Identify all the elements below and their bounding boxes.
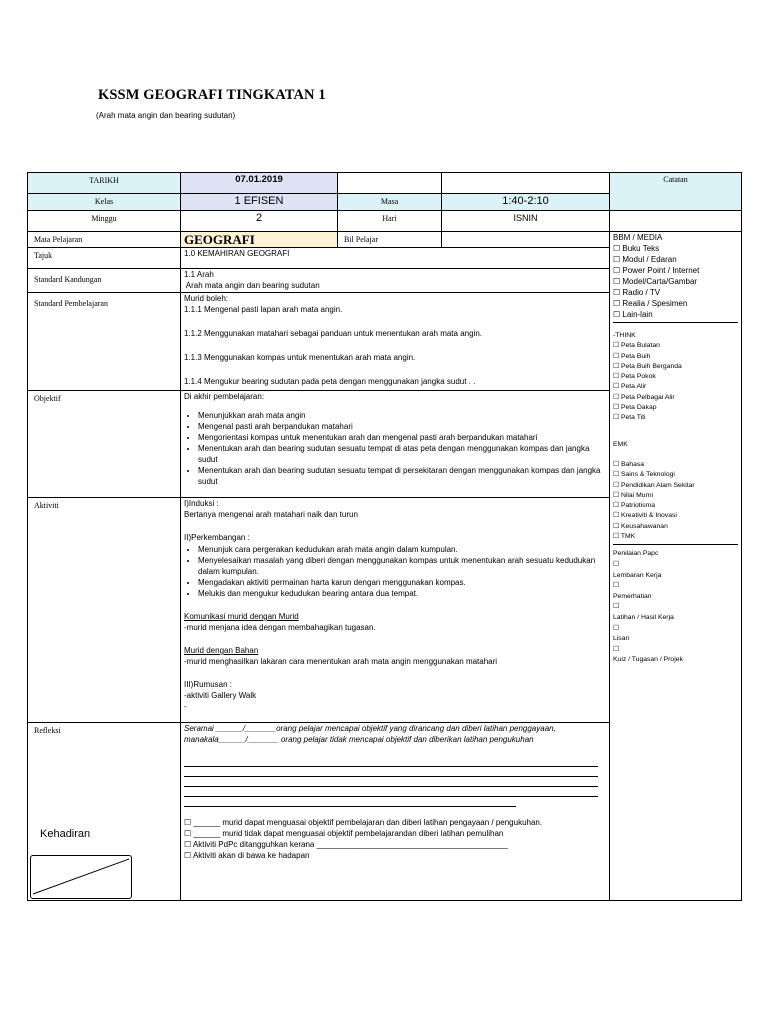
bbm-item: ☐ Model/Carta/Gambar — [613, 277, 698, 286]
emk-title: EMK — [613, 440, 628, 448]
hari-value: ISNIN — [442, 211, 610, 232]
perkembangan-list — [184, 544, 606, 599]
tarikh-label: TARIKH — [28, 173, 181, 194]
rumusan-title: III)Rumusan : — [184, 680, 233, 689]
tajuk-label: Tajuk — [28, 248, 181, 269]
objektif-item: • Mengorientasi kompas untuk menentukan arah dan mengenal pasti arah berpandukan matahari — [198, 432, 606, 443]
perkembangan-title: II)Perkembangan : — [184, 533, 250, 542]
kehadiran-label: Kehadiran — [40, 828, 91, 840]
think-item: ☐ Peta Buih — [613, 352, 651, 360]
kelas-label: Kelas — [28, 194, 181, 211]
emk-item: ☐ Keusahawanan — [613, 522, 668, 530]
standard-kandungan-label: Standard Kandungan — [28, 269, 181, 293]
komunikasi-title: Komunikasi murid dengan Murid — [184, 612, 299, 621]
emk-item: ☐ Sains & Teknologi — [613, 471, 675, 479]
emk-section — [613, 440, 738, 543]
sp-line: 1.1.1 Mengenal pasti lapan arah mata angin. — [184, 305, 343, 314]
rumusan-text: -aktiviti Gallery Walk — [184, 691, 257, 700]
document-title: KSSM GEOGRAFI TINGKATAN 1 — [98, 87, 326, 103]
objektif-label: Objektif — [28, 391, 181, 498]
perkembangan-item: • Menyelesaikan masalah yang diberi dengan menggunakan kompas untuk menentukan arah sesuatu kedudukan dalam kumpulan. — [198, 555, 606, 577]
bahan-text: -murid menghasilkan lakaran cara menentukan arah mata angin menggunakan matahari — [184, 657, 498, 666]
penilaian-item: ☐ — [613, 603, 620, 611]
objektif-value — [181, 391, 610, 498]
penilaian-section — [613, 549, 738, 666]
hari-label: Hari — [338, 211, 442, 232]
refleksi-check: ☐ ______ murid dapat menguasai objektif pembelajaran dan diberi latihan pengayaan / pengukuhan. — [184, 818, 543, 827]
think-item: ☐ Peta Pokok — [613, 373, 656, 381]
minggu-label: Minggu — [28, 211, 181, 232]
penilaian-item: Lembaran Kerja — [613, 571, 662, 579]
penilaian-item: Latihan / Hasil Kerja — [613, 613, 674, 621]
refleksi-check: ☐ Aktiviti PdPc ditangguhkan kerana ___________________________________________ — [184, 840, 508, 849]
bil-pelajar-value — [442, 232, 610, 248]
bil-pelajar-label: Bil Pelajar — [338, 232, 442, 248]
think-item: ☐ Peta Bulatan — [613, 342, 660, 350]
penilaian-item: ☐ — [613, 560, 620, 568]
refleksi-text: Seramai ______/_______orang pelajar mencapai objektif yang dirancang dan diberi latihan penggayaan, manakala______/_______ orang pelajar tidak mencapai objektif dan diberikan latihan pengukuhan — [184, 724, 556, 744]
catatan-blank — [610, 211, 742, 232]
refleksi-value — [181, 723, 610, 901]
tajuk-value: 1.0 KEMAHIRAN GEOGRAFI — [181, 248, 610, 269]
penilaian-item: ☐ — [613, 624, 620, 632]
refleksi-blank-line — [184, 767, 598, 777]
perkembangan-item: • Menunjuk cara pergerakan kedudukan arah mata angin dalam kumpulan. — [198, 544, 606, 555]
bbm-item: ☐ Realia / Spesimen — [613, 299, 688, 308]
lesson-plan-table — [27, 172, 742, 901]
penilaian-item: Kuiz / Tugasan / Projek — [613, 656, 683, 664]
masa-value: 1:40-2:10 — [442, 194, 610, 211]
standard-pembelajaran-value — [181, 293, 610, 391]
komunikasi-text: -murid menjana idea dengan membahagikan tugasan. — [184, 623, 376, 632]
refleksi-blank-line — [184, 787, 598, 797]
sp-line: 1.1.3 Menggunakan kompas untuk menentukan arah mata angin. — [184, 353, 416, 362]
aktiviti-value — [181, 498, 610, 723]
perkembangan-item: • Melukis dan mengukur kedudukan bearing antara dua tempat. — [198, 588, 606, 599]
think-item: ☐ Peta Alir — [613, 383, 647, 391]
induksi-title: I)Induksi : — [184, 499, 219, 508]
sp-line: 1.1.2 Menggunakan matahari sebagai panduan untuk menentukan arah mata angin. — [184, 329, 482, 338]
refleksi-check: ☐ Aktiviti akan di bawa ke hadapan — [184, 851, 310, 860]
bbm-item: ☐ Buku Teks — [613, 244, 660, 253]
catatan-panel — [610, 232, 742, 901]
minggu-value: 2 — [181, 211, 338, 232]
penilaian-title: Penilaian Papc — [613, 550, 659, 558]
emk-item: ☐ Kreativiti & Inovasi — [613, 512, 677, 520]
think-item: ☐ Peta Titi — [613, 414, 646, 422]
standard-kandungan-line: Arah mata angin dan bearing sudutan — [184, 281, 320, 290]
emk-item: ☐ Nilai Murni — [613, 491, 654, 499]
penilaian-item: ☐ — [613, 582, 620, 590]
bbm-title: BBM / MEDIA — [613, 233, 663, 242]
document-subtitle: (Arah mata angin dan bearing sudutan) — [96, 111, 236, 120]
emk-item: ☐ Patriotisma — [613, 502, 655, 510]
think-item: ☐ Peta Buih Berganda — [613, 362, 682, 370]
refleksi-label: Refleksi — [28, 723, 181, 901]
think-title: -THINK — [613, 332, 636, 339]
masa-label: Masa — [338, 194, 442, 211]
bahan-title: Murid dengan Bahan — [184, 646, 259, 655]
catatan-divider — [613, 544, 738, 545]
objektif-item: • Menentukan arah dan bearing sudutan sesuatu tempat di persekitaran dengan menggunakan kompas dan jangka sudut — [198, 465, 606, 487]
objektif-item: • Mengenal pasti arah berpandukan matahari — [198, 421, 606, 432]
think-section — [613, 331, 738, 424]
sp-line: 1.1.4 Mengukur bearing sudutan pada peta dengan menggunakan jangka sudut . . — [184, 377, 476, 386]
standard-pembelajaran-label: Standard Pembelajaran — [28, 293, 181, 391]
mata-pelajaran-label: Mata Pelajaran — [28, 232, 181, 248]
sp-line: Murid boleh: — [184, 294, 229, 303]
objektif-item: • Menunjukkan arah mata angin — [198, 410, 606, 421]
objektif-intro: Di akhir pembelajaran: — [184, 392, 265, 401]
tarikh-value: 07.01.2019 — [181, 173, 338, 194]
think-item: ☐ Peta Dakap — [613, 404, 657, 412]
refleksi-blank-line — [184, 797, 516, 807]
catatan-label: Catatan — [610, 173, 742, 211]
kehadiran-diagonal — [31, 856, 131, 898]
penilaian-item: Pemerhatian — [613, 592, 652, 600]
catatan-divider — [613, 322, 738, 323]
tarikh-blank-1 — [338, 173, 442, 194]
emk-item: ☐ TMK — [613, 533, 636, 541]
objektif-list — [184, 410, 606, 487]
kehadiran-box — [30, 855, 132, 899]
induksi-text: Bertanya mengenai arah matahari naik dan turun — [184, 510, 358, 519]
tarikh-blank-2 — [442, 173, 610, 194]
objektif-item: • Menentukan arah dan bearing sudutan sesuatu tempat di atas peta dengan menggunakan kompas dan jangka sudut — [198, 443, 606, 465]
bbm-section — [613, 232, 738, 320]
bbm-item: ☐ Power Point / Internet — [613, 266, 700, 275]
standard-kandungan-line: 1.1 Arah — [184, 270, 214, 279]
perkembangan-item: • Mengadakan aktiviti permainan harta karun dengan menggunakan kompas. — [198, 577, 606, 588]
refleksi-blank-line — [184, 757, 598, 767]
think-item: ☐ Peta Pelbagai Alir — [613, 393, 675, 401]
refleksi-blank-line — [184, 777, 598, 787]
emk-item: ☐ Bahasa — [613, 460, 645, 468]
penilaian-item: ☐ — [613, 645, 620, 653]
mata-pelajaran-value: GEOGRAFI — [181, 232, 338, 248]
emk-item: ☐ Pendidikan Alam Sekitar — [613, 481, 695, 489]
rumusan-dash: - — [184, 702, 187, 711]
bbm-item: ☐ Modul / Edaran — [613, 255, 677, 264]
standard-kandungan-value — [181, 269, 610, 293]
aktiviti-label: Aktiviti — [28, 498, 181, 723]
bbm-item: ☐ Radio / TV — [613, 288, 661, 297]
refleksi-check: ☐ ______ murid tidak dapat menguasai objektif pembelajarandan diberi latihan pemulihan — [184, 829, 504, 838]
kelas-value: 1 EFISEN — [181, 194, 338, 211]
penilaian-item: Lisan — [613, 635, 630, 643]
bbm-item: ☐ Lain-lain — [613, 310, 653, 319]
